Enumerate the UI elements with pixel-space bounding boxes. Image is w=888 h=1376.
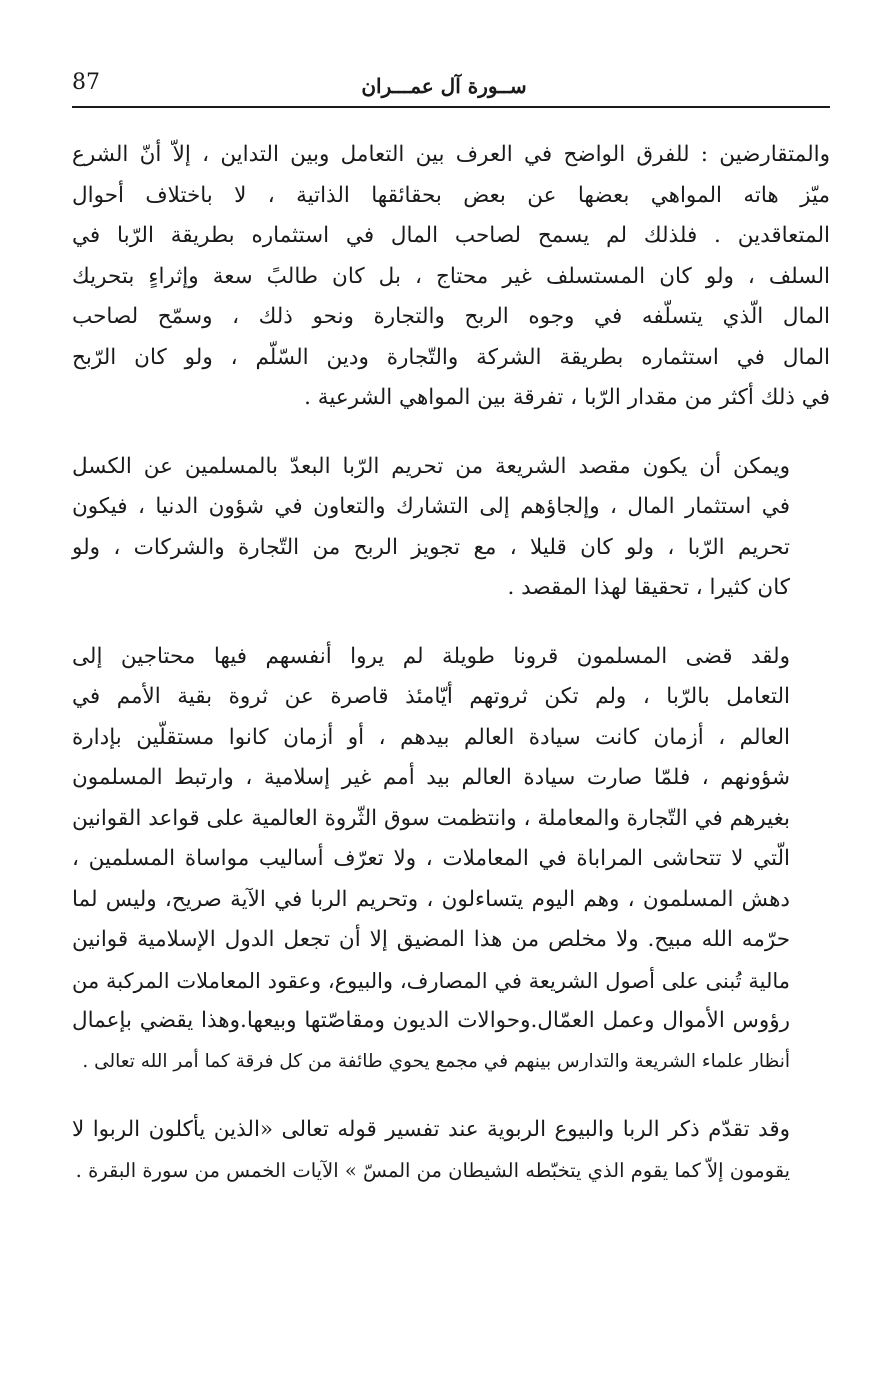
text-line: أنظار علماء الشريعة والتدارس بينهم في مجمع يحوي طائفة من كل فرقة كما أمر الله تعالى . (82, 1050, 790, 1072)
text-line: مالية تُبنى على أصول الشريعة في المصارف، والبيوع، وعقود المعاملات المركبة من (72, 968, 790, 993)
body-text (72, 135, 830, 1219)
text-line: المتعاقدين . فلذلك لم يسمح لصاحب المال في استثماره بطريقة الرّبا في (72, 223, 830, 248)
running-title: ســورة آل عمـــران (361, 74, 527, 98)
text-line: شؤونهم ، فلمّا صارت سيادة العالم بيد أمم غير إسلامية ، وارتبط المسلمون (72, 765, 790, 790)
text-line: السلف ، ولو كان المستسلف غير محتاج ، بل كان طالبً سعة وإثراءٍ بتحريك (72, 263, 830, 289)
paragraph-2 (72, 447, 830, 609)
text-line: في استثمار المال ، وإلجاؤهم إلى التشارك والتعاون في شؤون الدنيا ، فيكون (72, 494, 790, 519)
text-line: تحريم الرّبا ، ولو كان قليلا ، مع تجويز الربح من التّجارة والشركات ، ولو (72, 534, 790, 560)
text-line: ميّز هاته المواهي بعضها عن بعض بحقائقها الذاتية ، لا باختلاف أحوال (72, 182, 830, 208)
text-line: ولقد قضى المسلمون قرونا طويلة لم يروا أنفسهم فيها محتاجين إلى (72, 643, 790, 669)
text-line: وقد تقدّم ذكر الربا والبيوع الربوية عند تفسير قوله تعالى «الذين يأكلون الربوا لا (72, 1117, 790, 1142)
text-line: دهش المسلمون ، وهم اليوم يتساءلون ، وتحريم الربا في الآية صريح، وليس لما (72, 886, 790, 912)
text-line: ويمكن أن يكون مقصد الشريعة من تحريم الرّبا البعدّ بالمسلمين عن الكسل (72, 453, 790, 479)
text-line: المال الّذي يتسلّفه في وجوه الربح والتجارة ونحو ذلك ، وسمّح لصاحب (72, 304, 830, 329)
page-number: 87 (72, 70, 100, 95)
paragraph-4 (72, 1110, 830, 1191)
text-line: رؤوس الأموال وعمل العمّال.وحوالات الديون ومقاصّتها وبيعها.وهذا يقضي بإعمال (72, 1008, 790, 1033)
text-line: كان كثيرا ، تحقيقا لهذا المقصد . (507, 575, 790, 600)
header-rule (72, 106, 830, 108)
text-line: العالم ، أزمان كانت سيادة العالم بيدهم ، أو أزمان كانوا مستقلّين بإدارة (72, 724, 790, 750)
text-line: في ذلك أكثر من مقدار الرّبا ، تفرقة بين المواهي الشرعية . (304, 385, 830, 410)
text-line: التعامل بالرّبا ، ولم تكن ثروتهم أيّامئذ قاصرة عن ثروة بقية الأمم في (72, 684, 790, 709)
paragraph-3 (72, 637, 830, 1083)
text-line: المال في استثماره بطريقة الشركة والتّجارة ودين السّلّم ، ولو كان الرّبح (72, 344, 830, 370)
text-line: حرّمه الله مبيح. ولا مخلص من هذا المضيق إلا أن تجعل الدول الإسلامية قوانين (72, 927, 790, 952)
paragraph-1 (72, 135, 830, 419)
text-line: والمتقارضين : للفرق الواضح في العرف بين التعامل وبين التداين ، إلاّ أنّ الشرع (72, 142, 830, 167)
text-line: يقومون إلاّ كما يقوم الذي يتخبّطه الشيطان من المسّ » الآيات الخمس من سورة البقرة . (75, 1158, 790, 1182)
text-line: بغيرهم في التّجارة والمعاملة ، وانتظمت سوق الثّروة العالمية على قواعد القوانين (72, 805, 790, 831)
text-line: الّتي لا تتحاشى المراباة في المعاملات ، ولا تعرّف أساليب مواساة المسلمين ، (72, 846, 790, 871)
